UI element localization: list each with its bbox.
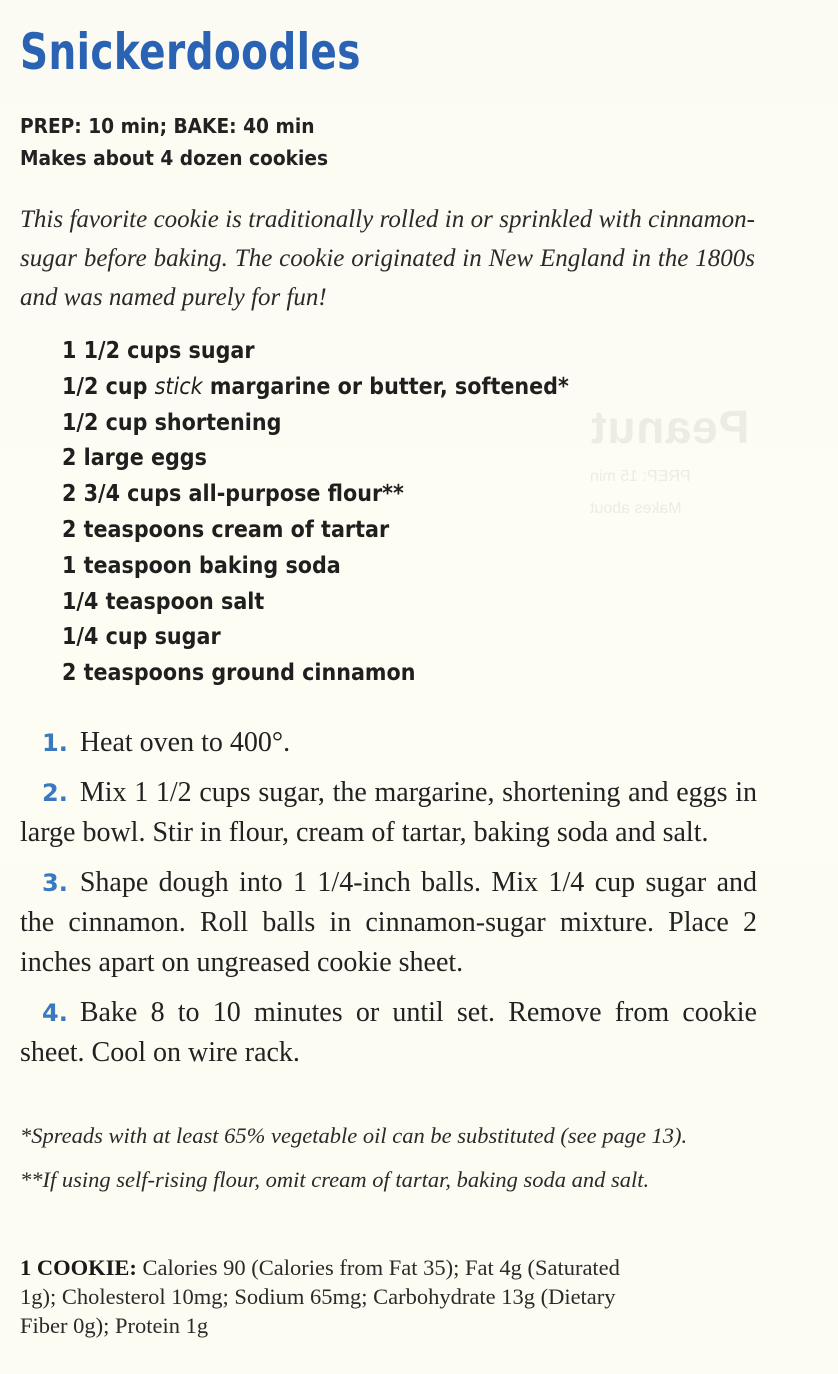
ingredient-text: margarine or butter, softened* (202, 373, 569, 400)
bleed-through-line: Makes about (590, 500, 682, 517)
direction-step (20, 863, 757, 983)
step-number: 4. (42, 999, 68, 1027)
footnotes (20, 1118, 757, 1206)
ingredient-list (62, 334, 625, 692)
recipe-title: Snickerdoodles (20, 23, 361, 81)
bleed-through-line: PREP: 15 min (590, 468, 691, 485)
ingredient-item: 1/4 teaspoon salt (62, 588, 265, 615)
ingredient-item: 1/4 cup sugar (62, 624, 221, 651)
step-number: 3. (42, 869, 68, 897)
step-text: Bake 8 to 10 minutes or until set. Remove from cookie sheet. Cool on wire rack. (20, 997, 757, 1068)
ingredient-item: 2 3/4 cups all-purpose flour** (62, 481, 404, 508)
nutrition-label: 1 COOKIE: (20, 1255, 137, 1280)
recipe-intro: This favorite cookie is traditionally rolled in or sprinkled with cinnamon-sugar before baking. The cookie originated in New England in the 1800s and was named purely for fun! (20, 206, 755, 311)
directions (20, 723, 757, 1083)
step-text: Mix 1 1/2 cups sugar, the margarine, shortening and eggs in large bowl. Stir in flour, cream of tartar, baking soda and salt. (20, 777, 757, 848)
nutrition-text: Calories 90 (Calories from Fat 35); Fat 4g (Saturated 1g); Cholesterol 10mg; Sodium 65mg; Carbohydrate 13g (Dietary Fiber 0g); Protein 1g (20, 1255, 620, 1338)
step-number: 2. (42, 779, 68, 807)
ingredient-item: 2 teaspoons ground cinnamon (62, 660, 416, 687)
prep-bake-time: PREP: 10 min; BAKE: 40 min (20, 114, 315, 138)
footnote: *Spreads with at least 65% vegetable oil can be substituted (see page 13). (20, 1123, 688, 1148)
ingredient-emphasis: stick (154, 373, 203, 400)
nutrition-info (20, 1253, 660, 1340)
step-text: Shape dough into 1 1/4-inch balls. Mix 1/4 cup sugar and the cinnamon. Roll balls in cinnamon-sugar mixture. Place 2 inches apart on ungreased cookie sheet. (20, 867, 757, 978)
direction-step (20, 993, 757, 1073)
ingredient-item: 2 teaspoons cream of tartar (62, 516, 390, 543)
ingredient-item: 1 teaspoon baking soda (62, 552, 341, 579)
step-number: 1. (42, 729, 68, 757)
bleed-through-title: Peanut (590, 401, 750, 453)
ingredient-item: 1/2 cup shortening (62, 409, 282, 436)
direction-step (20, 723, 757, 763)
direction-step (20, 773, 757, 853)
recipe-meta (20, 110, 328, 174)
ingredient-item (62, 370, 569, 406)
ingredient-text: 1/2 cup (62, 373, 155, 400)
footnote: **If using self-rising flour, omit cream of tartar, baking soda and salt. (20, 1167, 650, 1192)
ingredient-item: 2 large eggs (62, 445, 207, 472)
step-text: Heat oven to 400°. (79, 727, 291, 758)
recipe-yield: Makes about 4 dozen cookies (20, 146, 329, 170)
ingredient-item: 1 1/2 cups sugar (62, 338, 255, 364)
